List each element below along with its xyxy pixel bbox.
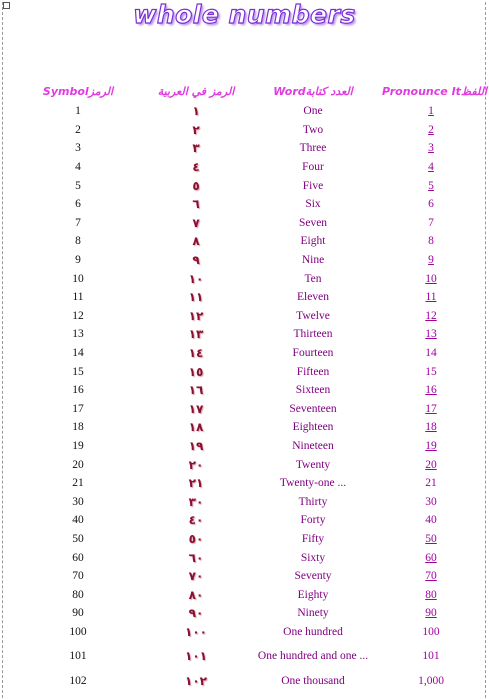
word-cell: Seventy (294, 570, 332, 583)
pronounce-cell (382, 418, 480, 437)
table-row (8, 139, 480, 158)
word-cell: Twelve (296, 309, 330, 322)
symbol-cell: 50 (72, 532, 84, 545)
word-cell: Three (299, 142, 327, 155)
header-row (8, 80, 480, 102)
table-row (8, 511, 480, 530)
pronounce-cell (382, 548, 480, 567)
pronounce-cell (382, 604, 480, 623)
pronounce-link[interactable]: 2 (428, 123, 434, 136)
arabic-numeral-cell: ٢٠ (188, 457, 204, 472)
pronounce-cell (382, 437, 480, 456)
arabic-numeral-cell: ٩ (192, 253, 200, 268)
arabic-numeral-cell: ١٣ (188, 327, 204, 342)
word-cell: Twenty (295, 458, 331, 471)
arabic-numeral-cell: ١٧ (188, 401, 204, 416)
table-row (8, 604, 480, 623)
pronounce-link[interactable]: 9 (428, 254, 434, 267)
pronounce-link[interactable]: 1 (428, 105, 434, 118)
table-row (8, 418, 480, 437)
pronounce-cell (382, 121, 480, 140)
header-word: Wordالعدد كتابة (273, 84, 353, 98)
symbol-cell: 90 (72, 607, 84, 620)
pronounce-link[interactable]: 10 (425, 272, 437, 285)
pronounce-link[interactable]: 60 (425, 551, 437, 564)
pronounce-cell (382, 511, 480, 530)
arabic-numeral-cell: ٦ (192, 197, 200, 212)
arabic-numeral-cell: ١٠٢ (185, 673, 207, 688)
table-row (8, 400, 480, 419)
table-row (8, 492, 480, 511)
word-cell: Seventeen (289, 402, 337, 415)
word-cell: Twenty-one ... (279, 477, 347, 490)
table-row (8, 251, 480, 270)
arabic-numeral-cell: ٣٠ (188, 494, 204, 509)
table-row (8, 269, 480, 288)
pronounce-link[interactable]: 90 (425, 607, 437, 620)
table-row (8, 307, 480, 326)
symbol-cell: 17 (72, 402, 84, 415)
table-row (8, 232, 480, 251)
pronounce-cell (382, 474, 480, 493)
word-cell: Seven (298, 216, 328, 229)
pronounce-cell (382, 623, 480, 642)
pronounce-cell (382, 325, 480, 344)
arabic-numeral-cell: ٤ (192, 160, 200, 175)
table-row (8, 381, 480, 400)
pronounce-cell (382, 288, 480, 307)
word-cell: Fifteen (296, 365, 330, 378)
arabic-numeral-cell: ١٩ (188, 438, 204, 453)
symbol-cell: 18 (72, 421, 84, 434)
symbol-cell: 101 (69, 650, 87, 663)
arabic-numeral-cell: ١٠ (188, 271, 204, 286)
pronounce-cell (382, 585, 480, 604)
page-title: whole numbers (133, 0, 356, 29)
pronounce-link[interactable]: 50 (425, 532, 437, 545)
pronounce-link[interactable]: 20 (425, 458, 437, 471)
table-row (8, 623, 480, 642)
symbol-cell: 7 (75, 216, 81, 229)
pronounce-cell (382, 251, 480, 270)
table-row (8, 530, 480, 549)
arabic-numeral-cell: ١٨ (188, 420, 204, 435)
symbol-cell: 70 (72, 570, 84, 583)
pronounce-cell (382, 269, 480, 288)
symbol-cell: 5 (75, 179, 81, 192)
word-cell: One hundred (283, 625, 343, 638)
pronounce-cell (382, 195, 480, 214)
pronounce-link[interactable]: 16 (425, 384, 437, 397)
symbol-cell: 20 (72, 458, 84, 471)
word-cell: Ninety (297, 607, 329, 620)
table-row (8, 288, 480, 307)
arabic-numeral-cell: ٦٠ (188, 550, 204, 565)
symbol-cell: 6 (75, 198, 81, 211)
word-cell: Four (302, 161, 324, 174)
table-row (8, 455, 480, 474)
arabic-numeral-cell: ١٥ (188, 364, 204, 379)
table-row (8, 474, 480, 493)
pronounce-cell (382, 344, 480, 363)
table-row (8, 585, 480, 604)
pronounce-cell (382, 176, 480, 195)
symbol-cell: 21 (72, 477, 84, 490)
symbol-cell: 19 (72, 439, 84, 452)
table-row (8, 548, 480, 567)
word-cell: Thirty (298, 495, 328, 508)
word-cell: Eighteen (292, 421, 334, 434)
pronounce-cell (382, 455, 480, 474)
pronounce-text: 21 (425, 477, 437, 490)
pronounce-cell (382, 214, 480, 233)
arabic-numeral-cell: ٢ (192, 122, 200, 137)
symbol-cell: 30 (72, 495, 84, 508)
arabic-numeral-cell: ٨ (192, 234, 200, 249)
arabic-numeral-cell: ١٠١ (185, 649, 207, 664)
pronounce-cell (382, 492, 480, 511)
pronounce-cell (382, 158, 480, 177)
symbol-cell: 12 (72, 309, 84, 322)
pronounce-link[interactable]: 19 (425, 439, 437, 452)
pronounce-text: 14 (425, 347, 437, 360)
pronounce-text: 40 (425, 514, 437, 527)
symbol-cell: 16 (72, 384, 84, 397)
word-cell: One hundred and one ... (257, 650, 369, 663)
symbol-cell: 40 (72, 514, 84, 527)
word-cell: Six (305, 198, 321, 211)
pronounce-link[interactable]: 18 (425, 421, 437, 434)
header-symbol: Symbolالرمز (42, 84, 114, 98)
word-cell: Fourteen (292, 347, 334, 360)
symbol-cell: 80 (72, 588, 84, 601)
word-cell: Forty (300, 514, 326, 527)
word-cell: Eleven (297, 291, 329, 304)
pronounce-text: 100 (422, 625, 440, 638)
table-row (8, 671, 480, 690)
symbol-cell: 2 (75, 123, 81, 136)
header-pronounce: Pronounce Itاللفظ (382, 84, 487, 98)
arabic-numeral-cell: ٥٠ (188, 531, 204, 546)
pronounce-cell (382, 232, 480, 251)
table-row (8, 121, 480, 140)
word-cell: Ten (304, 272, 322, 285)
word-cell: Eight (300, 235, 326, 248)
arabic-numeral-cell: ١٦ (188, 383, 204, 398)
word-cell: Sixty (300, 551, 326, 564)
pronounce-link[interactable]: 70 (425, 570, 437, 583)
symbol-cell: 3 (75, 142, 81, 155)
pronounce-text: 101 (422, 650, 440, 663)
word-cell: Sixteen (295, 384, 331, 397)
symbol-cell: 60 (72, 551, 84, 564)
pronounce-cell (382, 567, 480, 586)
pronounce-link[interactable]: 17 (425, 402, 437, 415)
numbers-table (8, 80, 487, 690)
arabic-numeral-cell: ١٠٠ (185, 624, 207, 639)
pronounce-text: 8 (428, 235, 434, 248)
pronounce-cell (382, 400, 480, 419)
word-cell: Thirteen (293, 328, 333, 341)
table-row (8, 641, 480, 671)
arabic-numeral-cell: ١١ (188, 290, 204, 305)
symbol-cell: 10 (72, 272, 84, 285)
arabic-numeral-cell: ١٤ (188, 346, 204, 361)
table-row (8, 214, 480, 233)
word-cell: One thousand (281, 674, 345, 687)
pronounce-cell (382, 102, 480, 121)
arabic-numeral-cell: ٤٠ (188, 513, 204, 528)
pronounce-text: 7 (428, 216, 434, 229)
pronounce-cell (382, 381, 480, 400)
symbol-cell: 13 (72, 328, 84, 341)
pronounce-cell (382, 307, 480, 326)
word-cell: Five (302, 179, 324, 192)
symbol-cell: 4 (75, 161, 81, 174)
header-arabic: الرمز في العربية (157, 84, 235, 98)
arabic-numeral-cell: ٧ (192, 215, 200, 230)
symbol-cell: 11 (72, 291, 84, 304)
table-row (8, 325, 480, 344)
word-cell: Fifty (301, 532, 325, 545)
pronounce-link[interactable]: 13 (425, 328, 437, 341)
table-row (8, 344, 480, 363)
symbol-cell: 8 (75, 235, 81, 248)
arabic-numeral-cell: ٣ (192, 141, 200, 156)
word-cell: Nineteen (292, 439, 334, 452)
word-cell: Nine (301, 254, 325, 267)
table-row (8, 158, 480, 177)
pronounce-link[interactable]: 80 (425, 588, 437, 601)
symbol-cell: 9 (75, 254, 81, 267)
word-cell: Two (302, 123, 324, 136)
table-row (8, 362, 480, 381)
arabic-numeral-cell: ١٢ (188, 308, 204, 323)
table-row (8, 437, 480, 456)
table-row (8, 176, 480, 195)
table-row (8, 195, 480, 214)
pronounce-link[interactable]: 11 (425, 291, 437, 304)
pronounce-link[interactable]: 12 (425, 309, 437, 322)
symbol-cell: 1 (75, 105, 81, 118)
pronounce-cell (382, 139, 480, 158)
pronounce-text: 6 (428, 198, 434, 211)
pronounce-text: 30 (425, 495, 437, 508)
symbol-cell: 14 (72, 347, 84, 360)
arabic-numeral-cell: ٧٠ (188, 569, 204, 584)
table-row (8, 567, 480, 586)
pronounce-link[interactable]: 3 (428, 142, 434, 155)
pronounce-link[interactable]: 5 (428, 179, 434, 192)
pronounce-cell (382, 362, 480, 381)
table-row (8, 102, 480, 121)
word-cell: Eighty (297, 588, 329, 601)
arabic-numeral-cell: ٩٠ (188, 606, 204, 621)
symbol-cell: 102 (69, 674, 87, 687)
pronounce-link[interactable]: 4 (428, 161, 434, 174)
word-cell: One (303, 105, 323, 118)
arabic-numeral-cell: ٥ (192, 178, 200, 193)
symbol-cell: 15 (72, 365, 84, 378)
pronounce-text: 1,000 (418, 674, 444, 687)
pronounce-cell (382, 671, 480, 690)
arabic-numeral-cell: ٨٠ (188, 587, 204, 602)
pronounce-cell (382, 641, 480, 671)
pronounce-cell (382, 530, 480, 549)
pronounce-text: 15 (425, 365, 437, 378)
arabic-numeral-cell: ١ (192, 104, 200, 119)
arabic-numeral-cell: ٢١ (188, 476, 204, 491)
symbol-cell: 100 (69, 625, 87, 638)
